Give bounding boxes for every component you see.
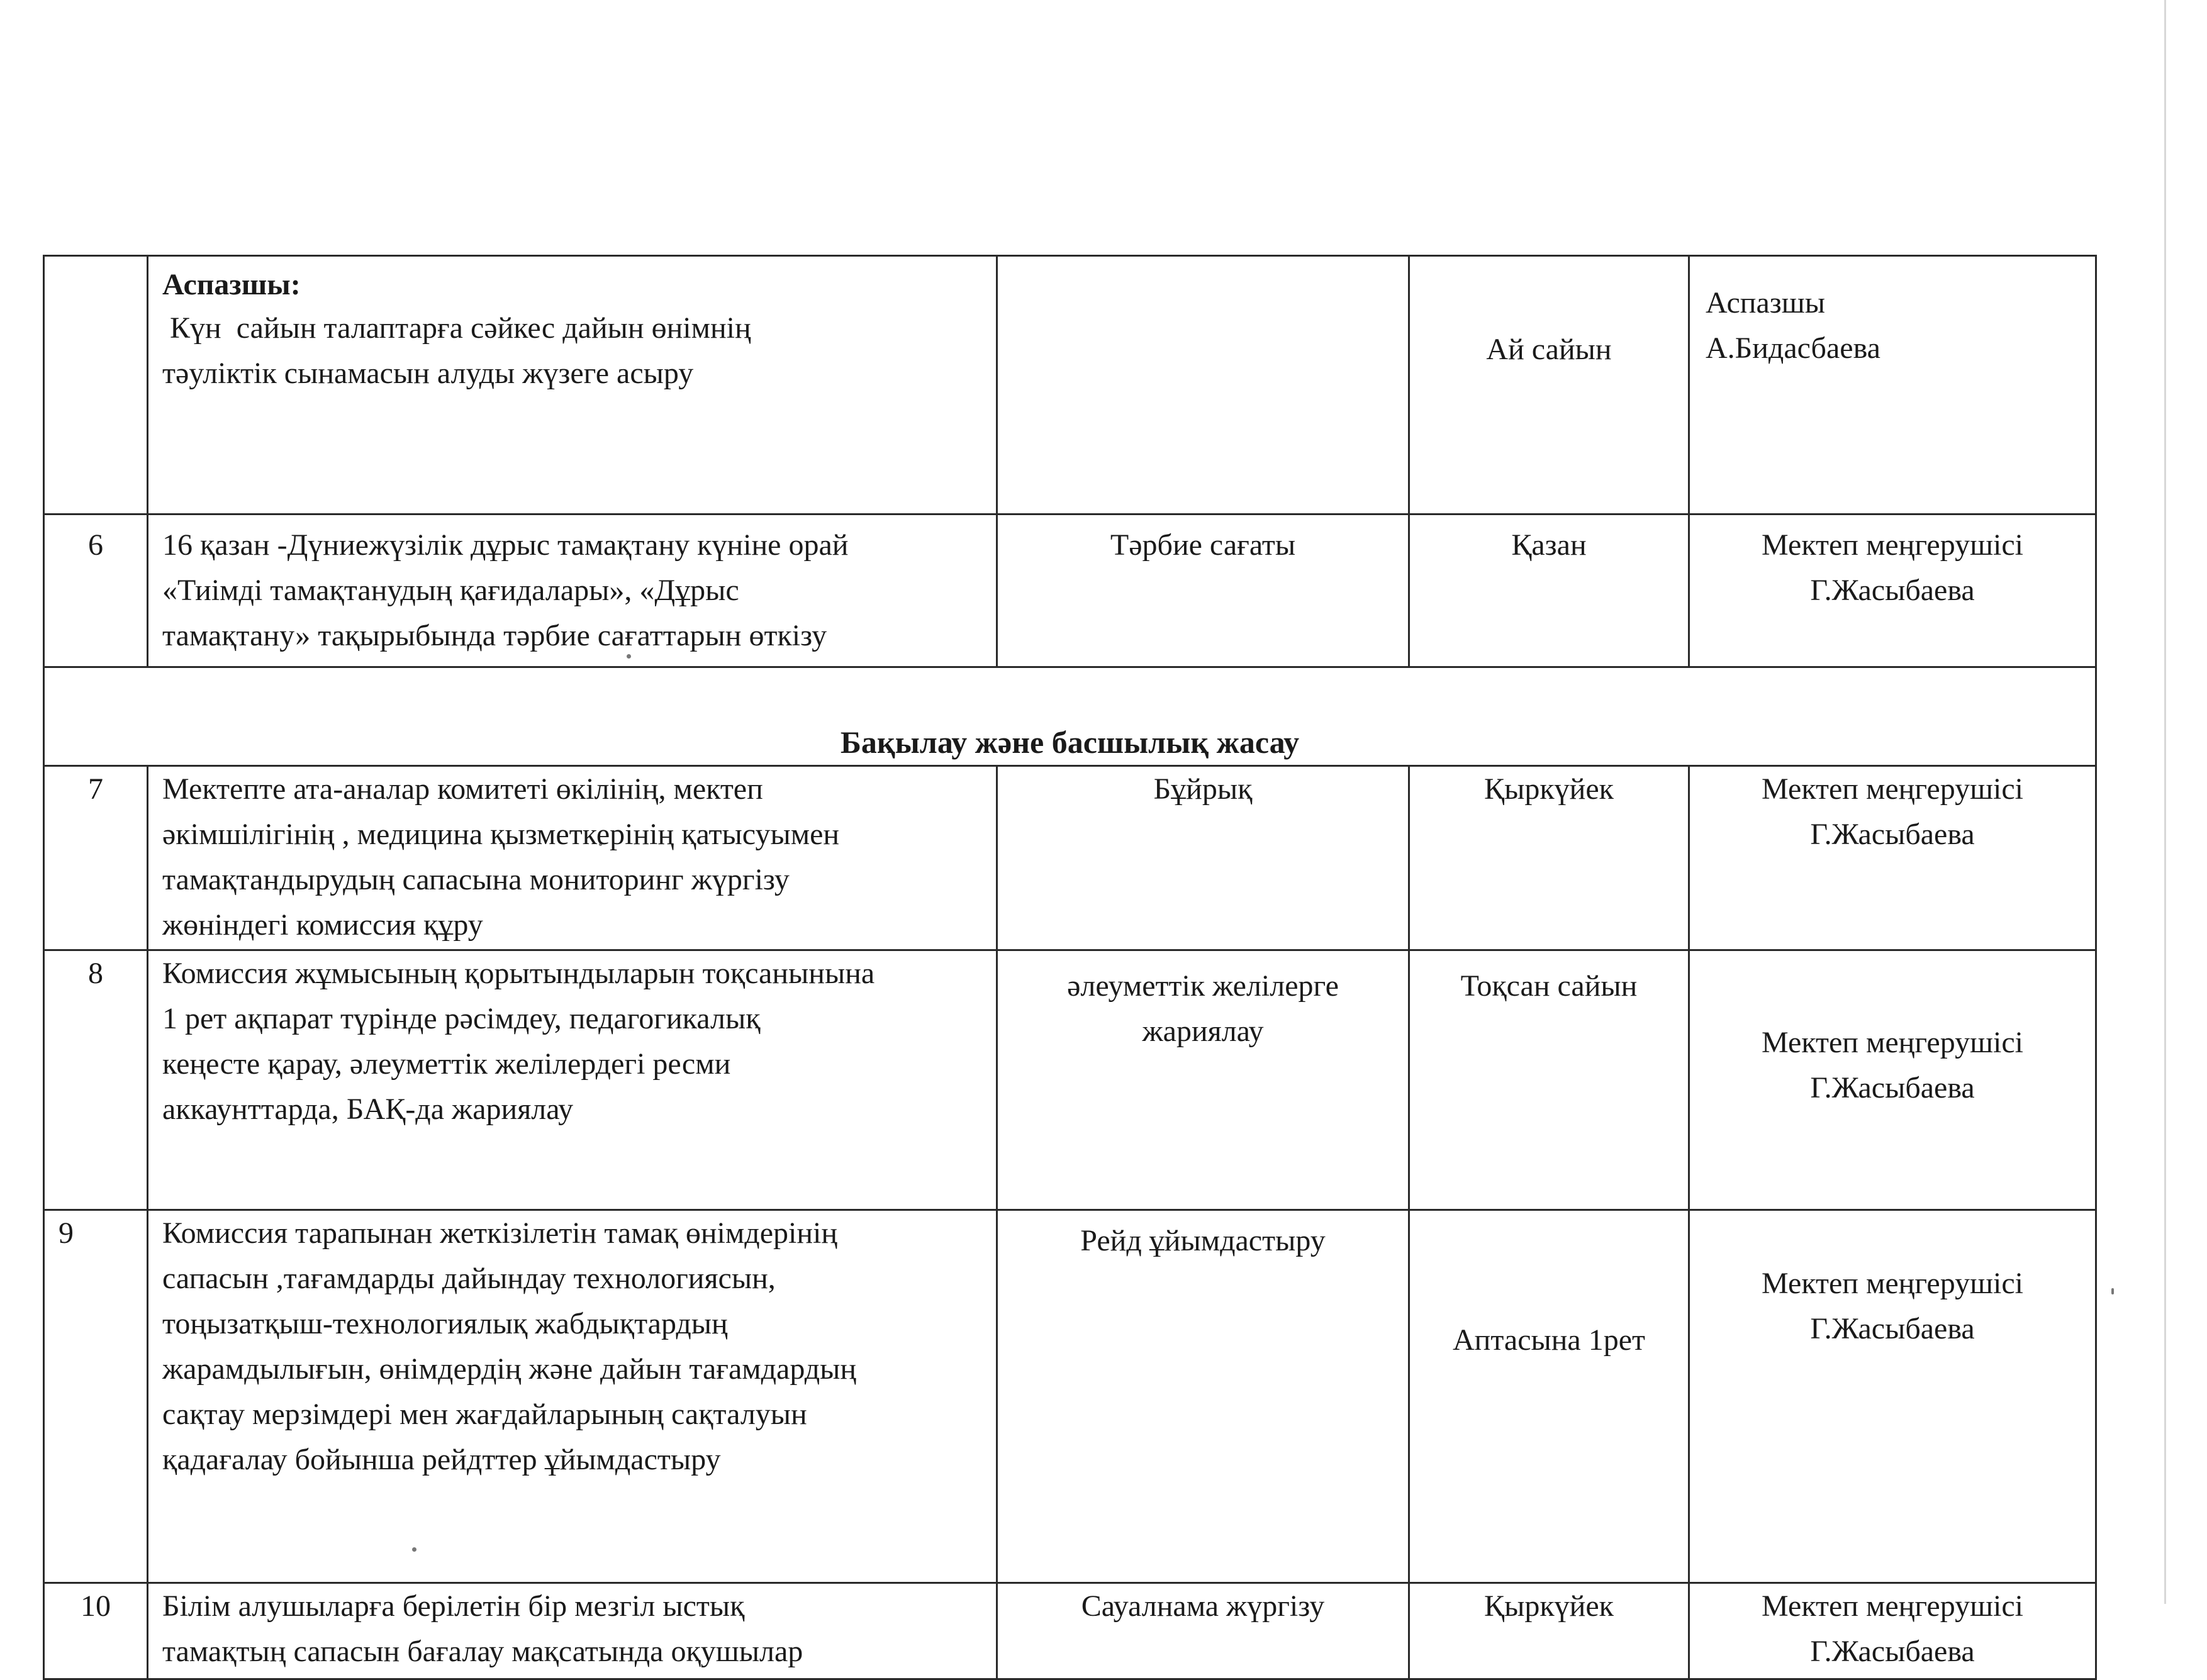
activity-line: жөніндегі комиссия құру <box>162 908 483 942</box>
activity-line: Білім алушыларға берілетін бір мезгіл ыстық <box>162 1589 745 1623</box>
responsible-role: Мектеп меңгерушісі <box>1761 1267 2024 1300</box>
row-number-cell: 9 <box>44 1210 148 1583</box>
responsible-role: Мектеп меңгерушісі <box>1761 1026 2024 1059</box>
activity-cell <box>148 256 997 515</box>
responsible-cell <box>1689 1583 2096 1679</box>
table-row-6 <box>44 515 2096 667</box>
activity-heading: Аспазшы: <box>162 268 301 301</box>
activity-line: қадағалау бойынша рейдттер ұйымдастыру <box>162 1443 721 1476</box>
activity-cell <box>148 1210 997 1583</box>
row-number-cell: 8 <box>44 950 148 1210</box>
activity-line: Мектепте ата-аналар комитеті өкілінің, мектеп <box>162 772 763 806</box>
activity-line: сақтау мерзімдері мен жағдайларының сақталуын <box>162 1398 807 1431</box>
responsible-cell <box>1689 950 2096 1210</box>
responsible-name: Г.Жасыбаева <box>1810 818 1975 851</box>
activity-cell <box>148 515 997 667</box>
scan-edge-line <box>2164 0 2166 1604</box>
responsible-name: Г.Жасыбаева <box>1810 1071 1975 1104</box>
activity-line: тәуліктік сынамасын алуды жүзеге асыру <box>162 357 694 390</box>
responsible-role: Мектеп меңгерушісі <box>1761 772 2024 806</box>
activity-line: Комиссия жұмысының қорытындыларын тоқсанынына <box>162 957 875 990</box>
activity-line: Күн сайын талаптарға сәйкес дайын өнімнің <box>162 311 751 345</box>
responsible-role: Мектеп меңгерушісі <box>1761 528 2024 562</box>
activity-line: кеңесте қарау, әлеуметтік желілердегі ресми <box>162 1047 731 1081</box>
table-row-9 <box>44 1210 2096 1583</box>
form-cell <box>997 950 1409 1210</box>
form-cell: Рейд ұйымдастыру <box>997 1210 1409 1583</box>
activity-cell <box>148 1583 997 1679</box>
term-cell: Қыркүйек <box>1409 766 1689 950</box>
table-row-10 <box>44 1583 2096 1679</box>
form-line: әлеуметтік желілерге <box>1067 969 1339 1003</box>
row-number-cell: 7 <box>44 766 148 950</box>
responsible-name: Г.Жасыбаева <box>1810 574 1975 607</box>
activity-line: тамақтану» тақырыбында тәрбие сағаттарын өткізу <box>162 619 827 652</box>
activity-line: әкімшілігінің , медицина қызметкерінің қатысуымен <box>162 818 840 851</box>
row-number-cell <box>44 256 148 515</box>
responsible-cell <box>1689 515 2096 667</box>
activity-cell <box>148 766 997 950</box>
form-cell <box>997 256 1409 515</box>
activity-line: Комиссия тарапынан жеткізілетін тамақ өнімдерінің <box>162 1216 838 1250</box>
activity-line: «Тиімді тамақтанудың қағидалары», «Дұрыс <box>162 574 739 607</box>
plan-table <box>43 255 2097 1680</box>
form-cell: Сауалнама жүргізу <box>997 1583 1409 1679</box>
form-cell: Бұйрық <box>997 766 1409 950</box>
activity-line: аккаунттарда, БАҚ-да жариялау <box>162 1093 574 1126</box>
activity-line: тоңызатқыш-технологиялық жабдықтардың <box>162 1307 728 1340</box>
activity-line: сапасын ,тағамдарды дайындау технологиясын, <box>162 1262 776 1295</box>
responsible-cell <box>1689 256 2096 515</box>
term-cell: Қыркүйек <box>1409 1583 1689 1679</box>
term-cell: Ай сайын <box>1409 256 1689 515</box>
activity-line: тамақтандырудың сапасына мониторинг жүргізу <box>162 863 790 896</box>
responsible-name: Г.Жасыбаева <box>1810 1635 1975 1668</box>
row-number-cell: 6 <box>44 515 148 667</box>
activity-cell <box>148 950 997 1210</box>
term-cell: Тоқсан сайын <box>1409 950 1689 1210</box>
form-line: жариялау <box>1142 1015 1264 1048</box>
responsible-name: Г.Жасыбаева <box>1810 1312 1975 1345</box>
form-cell: Тәрбие сағаты <box>997 515 1409 667</box>
term-cell: Аптасына 1рет <box>1409 1210 1689 1583</box>
responsible-role: Аспазшы <box>1706 286 1825 320</box>
responsible-cell <box>1689 1210 2096 1583</box>
table-row-8 <box>44 950 2096 1210</box>
term-cell: Қазан <box>1409 515 1689 667</box>
activity-line: 16 қазан -Дүниежүзілік дұрыс тамақтану күніне орай <box>162 528 849 562</box>
scan-speck <box>2111 1288 2114 1294</box>
section-title: Бақылау және басшылық жасау <box>44 667 2096 766</box>
table-row-7 <box>44 766 2096 950</box>
responsible-name: А.Бидасбаева <box>1706 331 1880 365</box>
table-row-cook <box>44 256 2096 515</box>
activity-line: жарамдылығын, өнімдердің және дайын тағамдардың <box>162 1352 857 1386</box>
activity-line: тамақтың сапасын бағалау мақсатында оқушылар <box>162 1635 803 1668</box>
section-row <box>44 667 2096 766</box>
activity-line: 1 рет ақпарат түрінде рәсімдеу, педагогикалық <box>162 1002 761 1035</box>
row-number-cell: 10 <box>44 1583 148 1679</box>
responsible-cell <box>1689 766 2096 950</box>
responsible-role: Мектеп меңгерушісі <box>1761 1589 2024 1623</box>
